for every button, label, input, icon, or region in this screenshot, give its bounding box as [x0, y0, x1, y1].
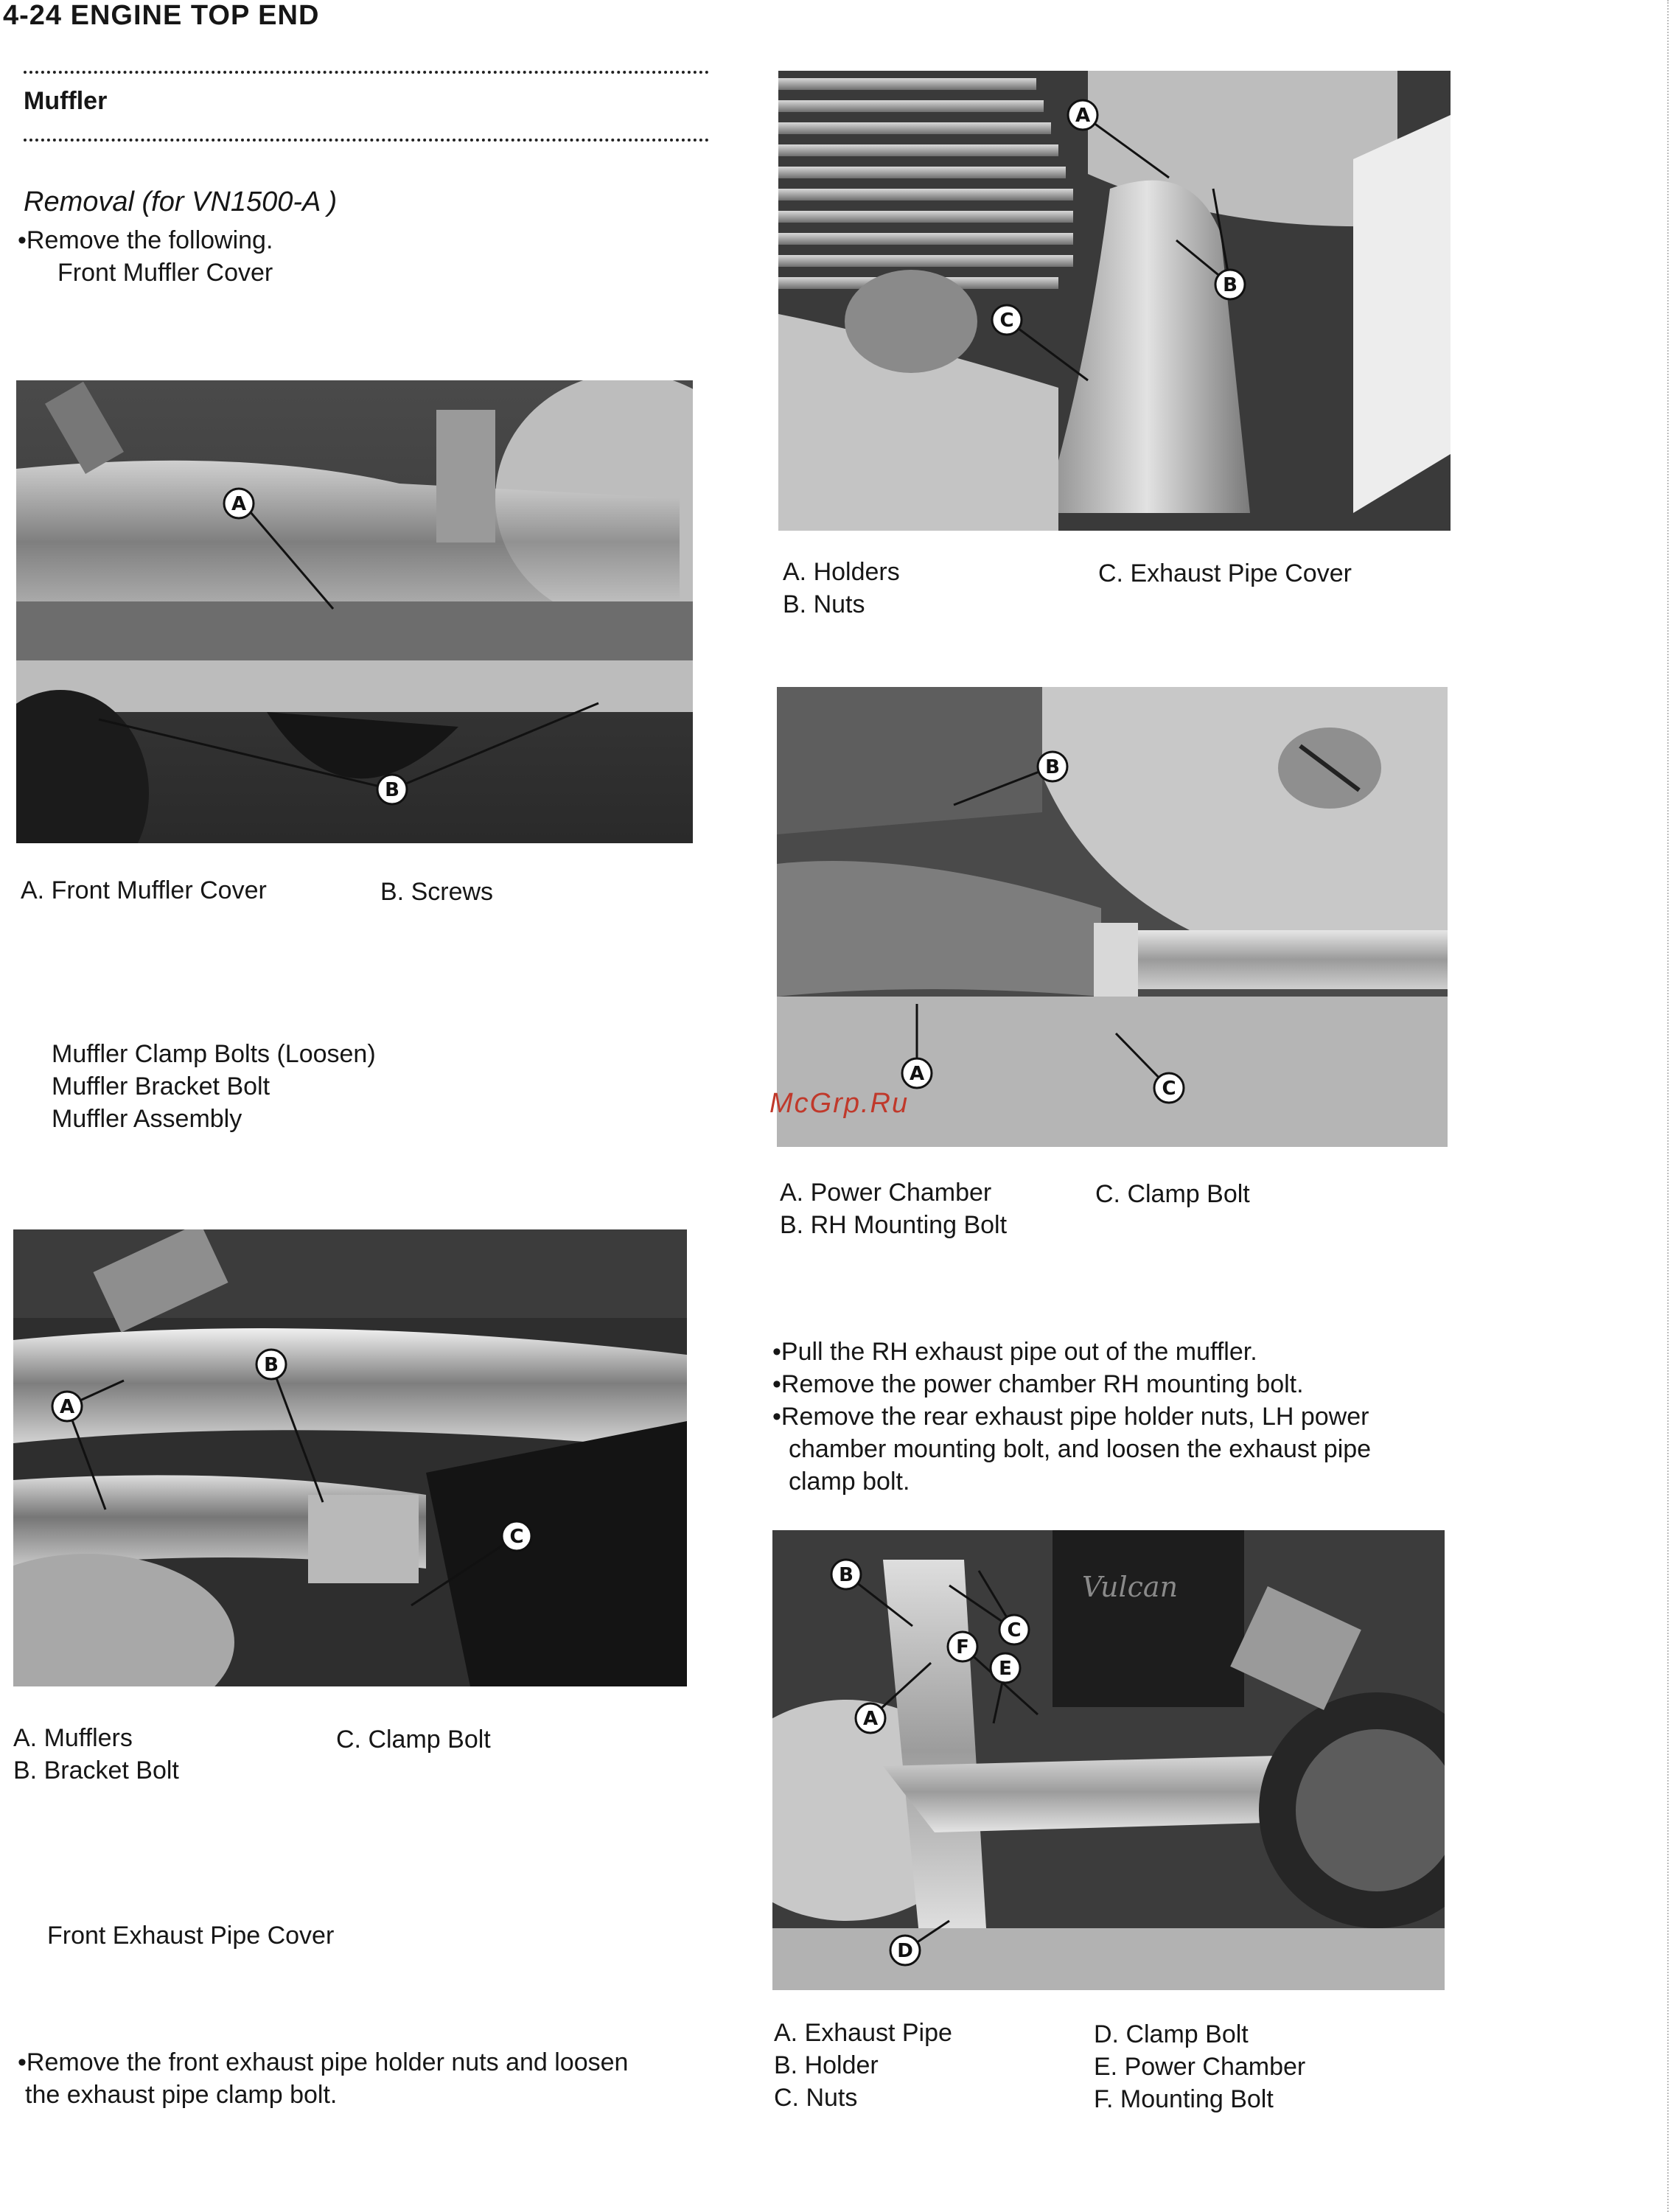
bullet-3-line-3: clamp bolt. — [789, 1468, 910, 1496]
fig5-caption-a: A. Exhaust Pipe — [774, 2019, 952, 2047]
callout-d-label: D — [897, 1940, 913, 1962]
photo-exhaust-pipe-assembly — [772, 1530, 1445, 1990]
vulcan-logo: Vulcan — [1082, 1571, 1179, 1603]
photo-front-muffler-cover — [16, 380, 693, 843]
photo-exhaust-pipe-cover — [778, 71, 1451, 531]
photo-mufflers — [13, 1229, 687, 1686]
photo-power-chamber — [777, 687, 1448, 1147]
list2-item-3: Muffler Assembly — [52, 1105, 242, 1133]
fig3-caption-a: A. Holders — [783, 558, 900, 586]
fig5-caption-c: C. Nuts — [774, 2084, 858, 2112]
bullet-2: •Remove the power chamber RH mounting bolt. — [772, 1370, 1304, 1398]
fig2-caption-c: C. Clamp Bolt — [336, 1726, 491, 1754]
callout-b-label: B — [385, 779, 399, 801]
fig3-caption-b: B. Nuts — [783, 590, 865, 618]
fig5-caption-d: D. Clamp Bolt — [1094, 2020, 1249, 2048]
scan-edge — [1667, 0, 1670, 2212]
step-remove-following: •Remove the following. — [18, 226, 273, 254]
callout-b-label: B — [1045, 756, 1060, 778]
list2-item-1: Muffler Clamp Bolts (Loosen) — [52, 1040, 376, 1068]
callout-c-label: C — [1007, 1619, 1022, 1641]
fig2-caption-a: A. Mufflers — [13, 1724, 133, 1752]
fig3-caption-c: C. Exhaust Pipe Cover — [1098, 559, 1352, 587]
step-last-line-2: the exhaust pipe clamp bolt. — [25, 2081, 338, 2109]
fig1-caption-a: A. Front Muffler Cover — [21, 876, 267, 904]
divider-bottom — [24, 139, 709, 142]
callout-b-label: B — [264, 1354, 279, 1376]
callout-c-label: C — [509, 1526, 524, 1548]
callout-a-label: A — [1075, 105, 1091, 127]
fig5-caption-b: B. Holder — [774, 2051, 879, 2079]
callout-a-label: A — [231, 493, 247, 515]
fig2-caption-b: B. Bracket Bolt — [13, 1756, 179, 1784]
bullet-3-line-2: chamber mounting bolt, and loosen the exhaust pipe — [789, 1435, 1372, 1463]
callout-e-label: E — [999, 1658, 1012, 1680]
fig4-caption-c: C. Clamp Bolt — [1095, 1180, 1250, 1208]
callout-c-label: C — [999, 310, 1014, 332]
page-header-title: 4-24 ENGINE TOP END — [3, 0, 320, 31]
list2-item-2: Muffler Bracket Bolt — [52, 1072, 270, 1100]
bullet-3-line-1: •Remove the rear exhaust pipe holder nuts, LH power — [772, 1403, 1369, 1431]
step-item-front-muffler-cover: Front Muffler Cover — [57, 259, 273, 287]
callout-a-label: A — [862, 1708, 879, 1730]
fig5-caption-e: E. Power Chamber — [1094, 2053, 1306, 2081]
fig1-caption-b: B. Screws — [380, 878, 494, 906]
fig4-caption-a: A. Power Chamber — [780, 1179, 992, 1207]
watermark: McGrp.Ru — [769, 1088, 910, 1119]
callout-b-label: B — [1223, 274, 1238, 296]
step-last-line-1: •Remove the front exhaust pipe holder nuts and loosen — [18, 2048, 629, 2076]
callout-b-label: B — [839, 1564, 854, 1586]
fig5-caption-f: F. Mounting Bolt — [1094, 2085, 1274, 2113]
removal-heading: Removal (for VN1500-A ) — [24, 186, 338, 217]
callout-f-label: F — [956, 1636, 969, 1658]
callout-a-label: A — [909, 1063, 925, 1085]
callout-a-label: A — [59, 1396, 75, 1418]
fig4-caption-b: B. RH Mounting Bolt — [780, 1211, 1008, 1239]
item-front-exhaust-pipe-cover: Front Exhaust Pipe Cover — [47, 1922, 335, 1950]
bullet-1: •Pull the RH exhaust pipe out of the muffler. — [772, 1338, 1257, 1366]
callout-c-label: C — [1162, 1078, 1176, 1100]
divider-top — [24, 71, 709, 74]
section-title: Muffler — [24, 87, 108, 115]
